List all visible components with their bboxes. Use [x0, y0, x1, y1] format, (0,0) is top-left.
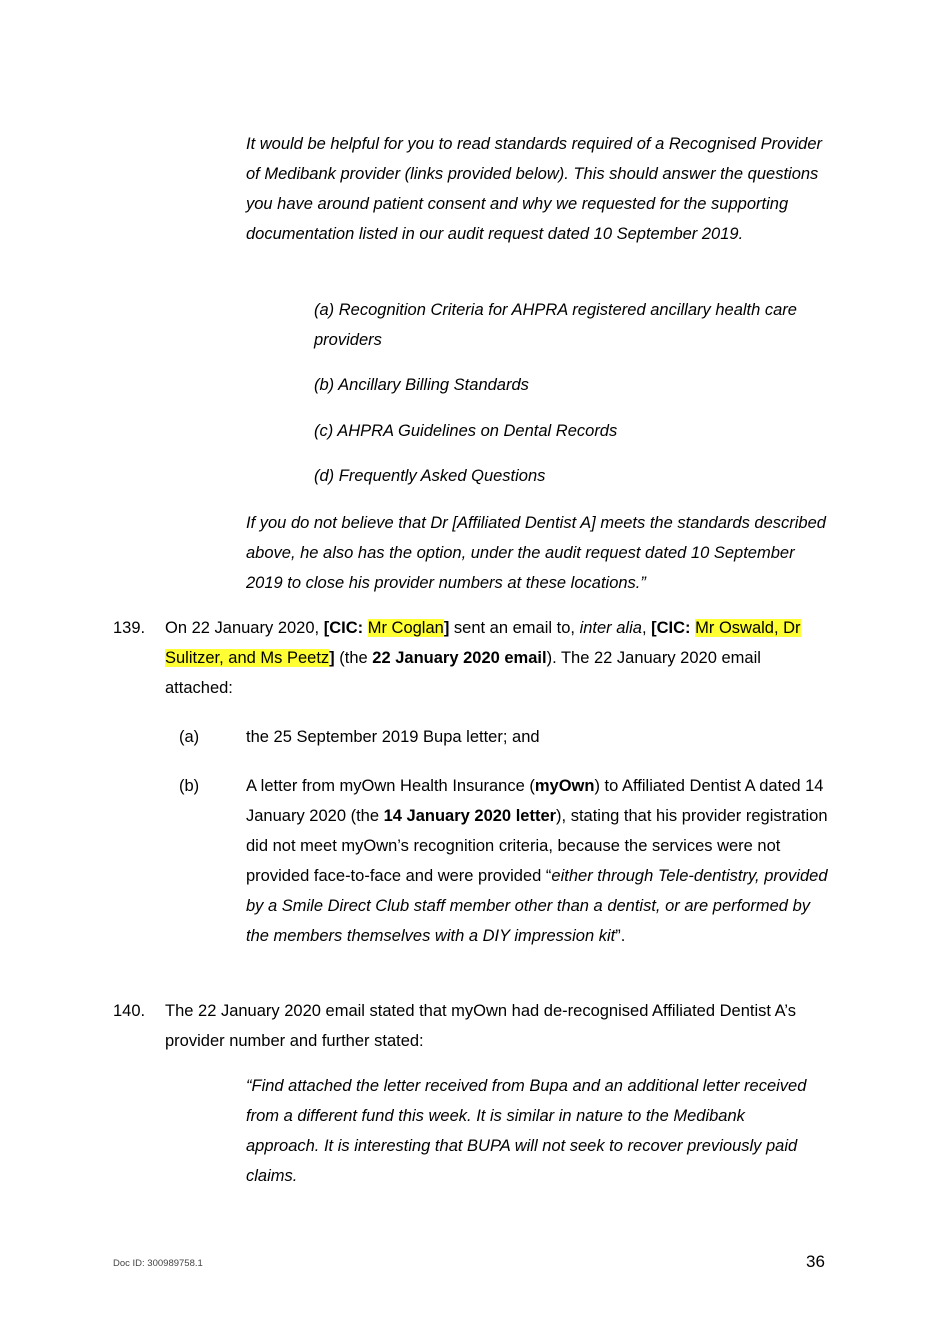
- paragraph-number-140: 140.: [113, 1002, 146, 1020]
- quote-list-item-a: (a) Recognition Criteria for AHPRA registered ancillary health care providers: [314, 301, 797, 349]
- paragraph-number-139: 139.: [113, 619, 146, 637]
- highlight-redaction: Mr Coglan: [367, 619, 444, 637]
- sub-item-label-b: (b): [179, 777, 200, 795]
- footer-doc-id: Doc ID: 300989758.1: [113, 1258, 203, 1269]
- sub-item-a: the 25 September 2019 Bupa letter; and: [246, 728, 540, 746]
- page-number: 36: [806, 1252, 825, 1271]
- paragraph-140: The 22 January 2020 email stated that myOwn had de-recognised Affiliated Dentist A’s provider number and further stated:: [165, 1002, 797, 1050]
- quote-intro: It would be helpful for you to read standards required of a Recognised Provider of Medibank provider (links provided below). This should answer the questions you have around patient consent and why we requested for the supporting documentation listed in our audit request dated 10 September 2019.: [246, 135, 823, 243]
- quote-closing: If you do not believe that Dr [Affiliated Dentist A] meets the standards described above, he also has the option, under the audit request dated 10 September 2019 to close his provider numbers at these locations.”: [246, 514, 826, 592]
- sub-item-label-a: (a): [179, 728, 200, 746]
- quote-list-item-c: (c) AHPRA Guidelines on Dental Records: [314, 422, 618, 440]
- paragraph-139: On 22 January 2020, [CIC: Mr Coglan] sent an email to, inter alia, [CIC: Mr Oswald, Dr Sulitzer, and Ms Peetz] (the 22 January 2020 email). The 22 January 2020 email attached:: [165, 619, 801, 697]
- highlight-redaction: Mr Oswald, Dr Sulitzer, and Ms Peetz: [165, 619, 801, 667]
- quote-list-item-d: (d) Frequently Asked Questions: [314, 467, 546, 485]
- quote-list-item-b: (b) Ancillary Billing Standards: [314, 376, 529, 394]
- quote-140: “Find attached the letter received from Bupa and an additional letter received from a different fund this week. It is similar in nature to the Medibank approach. It is interesting that BUPA will not seek to recover previously paid claims.: [246, 1077, 807, 1185]
- sub-item-b: A letter from myOwn Health Insurance (myOwn) to Affiliated Dentist A dated 14 January 2020 (the 14 January 2020 letter), stating that his provider registration did not meet myOwn’s recognition criteria, because the services were not provided face-to-face and were provided “either through Tele-dentistry, provided by a Smile Direct Club staff member other than a dentist, or are performed by the members themselves with a DIY impression kit”.: [246, 777, 828, 945]
